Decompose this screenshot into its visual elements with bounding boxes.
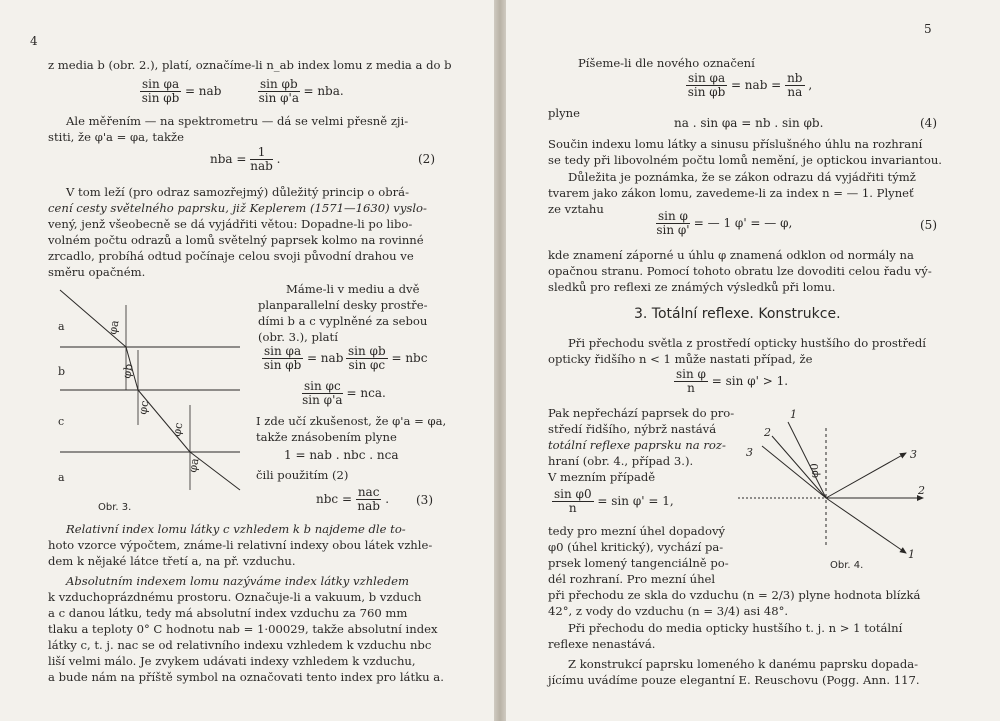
- text-line: vený, jenž všeobecně se dá vyjádřiti větou: Dopadne-li po libo-: [48, 217, 413, 231]
- equation-top: $\frac{\text{sin φa}}{\text{sin φb}}$ = nab = $\frac{nb}{na}$ ,: [687, 71, 813, 99]
- label-phi-a: φa: [106, 319, 122, 336]
- equation-number-4: (4): [920, 116, 937, 130]
- label-medium-a-bottom: a: [58, 471, 65, 484]
- label-out-1: 1: [908, 548, 915, 561]
- label-medium-c: c: [58, 415, 65, 428]
- text-line: dél rozhraní. Pro mezní úhel: [548, 572, 716, 586]
- label-phi-a2: φa: [186, 457, 202, 474]
- text-line: (obr. 3.), platí: [258, 330, 338, 344]
- text-line: reflexe nenastává.: [548, 637, 656, 651]
- text-line: Absolutním indexem lomu nazýváme index látky vzhledem: [66, 574, 410, 588]
- text-line: z media b (obr. 2.), platí, označíme-li n_ab index lomu z media a do b: [48, 58, 452, 72]
- text-line: Ale měřením — na spektrometru — dá se velmi přesně zji-: [66, 114, 409, 128]
- text-line: Píšeme-li dle nového označení: [578, 56, 755, 70]
- incident-ray: [60, 290, 126, 347]
- equation-4: na . sin φa = nb . sin φb.: [674, 116, 824, 130]
- text-line: Při přechodu do media opticky hustšího t. j. n > 1 totální: [568, 621, 903, 635]
- label-phi-b: φb: [120, 362, 136, 380]
- text-line: směru opačném.: [48, 265, 146, 279]
- text-line: se tedy při libovolném počtu lomů nemění, je optickou invariantou.: [548, 153, 942, 167]
- equation-3: nbc = $\frac{\text{nac}}{\text{nab}}$ .: [316, 485, 390, 513]
- label-ray-2: 2: [764, 426, 771, 439]
- text-line: Z konstrukcí paprsku lomeného k danému paprsku dopada-: [568, 657, 919, 671]
- text-line: V mezním případě: [548, 470, 656, 484]
- text-line: plyne: [548, 106, 581, 120]
- equation-number-3: (3): [416, 493, 433, 507]
- page-number-right: 5: [924, 22, 932, 36]
- section-title: 3. Totální reflexe. Konstrukce.: [634, 306, 841, 322]
- label-phi-c2: φc: [170, 421, 186, 438]
- equation-3a: $\frac{\text{sin φa}}{\text{sin φb}}$ = nab: [263, 344, 344, 372]
- text-line: Pak nepřechází paprsek do pro-: [548, 406, 735, 420]
- text-line: ze vztahu: [548, 202, 604, 216]
- text-line: a bude nám na příště symbol na označovati tento index pro látku a.: [48, 670, 444, 684]
- text-line: Součin indexu lomu látky a sinusu příslušného úhlu na rozhraní: [548, 137, 923, 151]
- text-line: prsek lomený tangenciálně po-: [548, 556, 729, 570]
- text-line: I zde učí zkušenost, že φ'a = φa,: [256, 414, 447, 428]
- book-gutter: [494, 0, 506, 721]
- text-line: čili použitím (2): [256, 468, 349, 482]
- text-line: látky c, t. j. nac se od relativního indexu vzhledem k vzduchu nbc: [48, 638, 432, 652]
- equation-3b: $\frac{\text{sin φb}}{\text{sin φc}}$ = nbc: [348, 344, 428, 372]
- text-line: V tom leží (pro odraz samozřejmý) důležitý princip o obrá-: [66, 185, 409, 199]
- equation-2: nba = $\frac{1}{\text{nab}}$ .: [210, 145, 281, 173]
- text-line: a c danou látku, tedy má absolutní index vzduchu za 760 mm: [48, 606, 408, 620]
- text-line: Relativní index lomu látky c vzhledem k b najdeme dle to-: [66, 522, 406, 536]
- refracted-ray: [138, 390, 190, 452]
- text-line: při přechodu ze skla do vzduchu (n = 2/3) plyne hodnota blízká: [548, 588, 921, 602]
- right-page: [506, 0, 1000, 721]
- incident-ray-1: [788, 422, 826, 498]
- text-line: 42°, z vody do vzduchu (n = 3/4) asi 48°.: [548, 604, 789, 618]
- text-line: hraní (obr. 4., případ 3.).: [548, 454, 694, 468]
- text-line: opticky řidšího n < 1 může nastati případ, že: [548, 352, 813, 366]
- text-line: jícímu uvádíme pouze elegantní E. Reuschovu (Pogg. Ann. 117.: [548, 673, 920, 687]
- label-ray-3: 3: [746, 446, 753, 459]
- equation-1a: $\frac{\text{sin φa}}{\text{sin φb}}$ = nab: [141, 77, 222, 105]
- text-line: liší velmi málo. Je zvykem udávati indexy vzhledem k vzduchu,: [48, 654, 416, 668]
- equation-number-5: (5): [920, 218, 937, 232]
- label-out-3: 3: [910, 448, 917, 461]
- label-medium-b: b: [58, 365, 66, 378]
- text-line: k vzduchoprázdnému prostoru. Označuje-li a vakuum, b vzduch: [48, 590, 422, 604]
- text-line: φ0 (úhel kritický), vychází pa-: [548, 540, 724, 554]
- page-number-left: 4: [30, 34, 38, 48]
- refracted-ray-1: [826, 498, 906, 553]
- text-line: cení cesty světelného paprsku, již Keplerem (1571—1630) vyslo-: [48, 201, 427, 215]
- text-line: stiti, že φ'a = φa, takže: [48, 130, 184, 144]
- text-line: totální reflexe paprsku na roz-: [548, 438, 726, 452]
- text-line: středí řidšího, nýbrž nastává: [548, 422, 717, 436]
- text-line: Při přechodu světla z prostředí opticky hustšího do prostředí: [568, 336, 926, 350]
- label-ray-1: 1: [790, 408, 797, 421]
- reflected-ray-3: [826, 453, 906, 498]
- text-line: takže znásobením plyne: [256, 430, 397, 444]
- text-line: volném počtu odrazů a lomů světelný paprsek kolmo na rovinné: [48, 233, 424, 247]
- text-line: Důležita je poznámka, že se zákon odrazu dá vyjádřiti týmž: [568, 170, 916, 184]
- label-phi0: φ0: [808, 463, 821, 478]
- text-line: dem k nějaké látce třetí a, na př. vzduchu.: [48, 554, 296, 568]
- equation-5: $\frac{\text{sin φ}}{\text{sin φ'}}$ = — 1 φ' = — φ,: [656, 209, 793, 237]
- equation-limit: $\frac{\text{sin φ0}}{n}$ = sin φ' = 1,: [554, 487, 674, 515]
- text-line: tlaku a teploty 0° C hodnotu nab = 1·00029, takže absolutní index: [48, 622, 438, 636]
- text-line: planparallelní desky prostře-: [258, 298, 428, 312]
- equation-product: 1 = nab . nbc . nca: [284, 448, 399, 462]
- text-line: tedy pro mezní úhel dopadový: [548, 524, 726, 538]
- label-medium-a: a: [58, 320, 65, 333]
- text-line: hoto vzorce výpočtem, známe-li relativní indexy obou látek vzhle-: [48, 538, 433, 552]
- text-line: dími b a c vyplněné za sebou: [258, 314, 428, 328]
- label-phi-c: φc: [136, 399, 152, 416]
- equation-1b: $\frac{\text{sin φb}}{\text{sin φ'a}}$ = nba.: [258, 77, 344, 105]
- figure-3-diagram: [50, 285, 250, 500]
- text-line: Máme-li v mediu a dvě: [286, 282, 420, 296]
- label-out-2: 2: [918, 484, 925, 497]
- equation-number-2: (2): [418, 152, 435, 166]
- text-line: opačnou stranu. Pomocí tohoto obratu lze dovoditi celou řadu vý-: [548, 264, 932, 278]
- text-line: kde znamení záporné u úhlu φ znamená odklon od normály na: [548, 248, 914, 262]
- figure-3-caption: Obr. 3.: [98, 502, 132, 513]
- text-line: tvarem jako zákon lomu, zavedeme-li za index n = — 1. Plyneť: [548, 186, 914, 200]
- left-page: [0, 0, 494, 721]
- text-line: zrcadlo, probíhá odtud počínaje celou svoji původní drahou ve: [48, 249, 414, 263]
- equation-tir: $\frac{\text{sin φ}}{n}$ = sin φ' > 1.: [676, 367, 789, 395]
- text-line: sledků pro reflexi ze známých výsledků při lomu.: [548, 280, 836, 294]
- equation-3c: $\frac{\text{sin φc}}{\text{sin φ'a}}$ = nca.: [302, 379, 386, 407]
- figure-4-diagram: [738, 408, 938, 568]
- figure-4-caption: Obr. 4.: [830, 560, 864, 571]
